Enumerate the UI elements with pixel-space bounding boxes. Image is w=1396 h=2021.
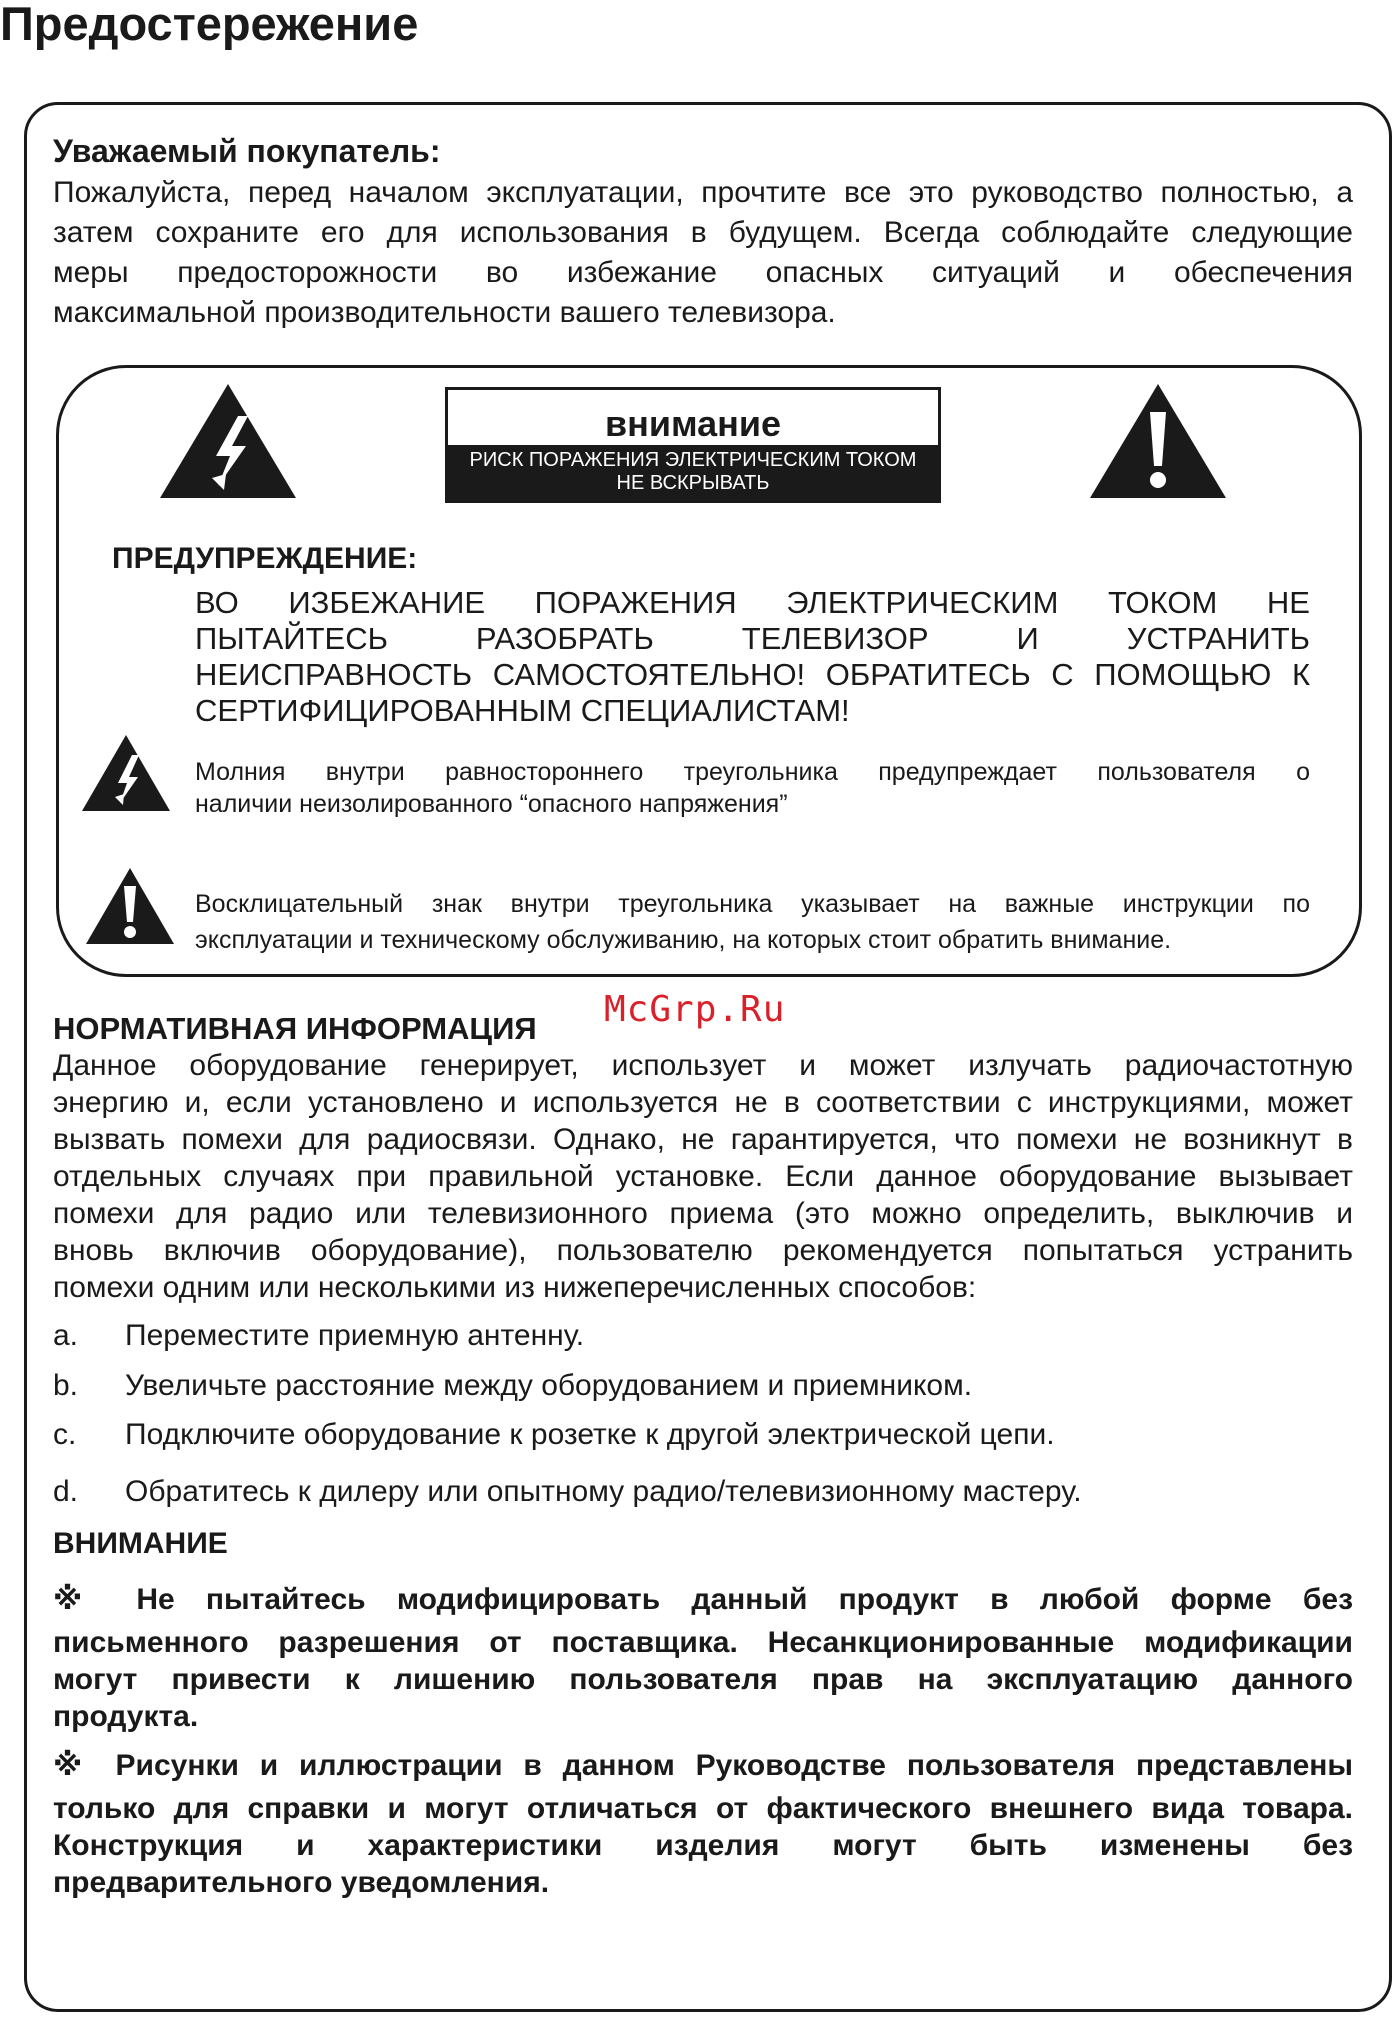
note-line: предварительного уведомления. [53, 1866, 550, 1899]
note-line: ※ Не пытайтесь модифицировать данный продукт в любой форме без [53, 1583, 1353, 1616]
intro-line: затем сохраните его для использования в будущем. Всегда соблюдайте следующие [53, 216, 1353, 249]
caution-label [445, 387, 941, 503]
caution-label-line: РИСК ПОРАЖЕНИЯ ЭЛЕКТРИЧЕСКИМ ТОКОМ [469, 449, 917, 471]
watermark: McGrp.Ru [604, 989, 786, 1030]
list-item: Обратитесь к дилеру или опытному радио/телевизионному мастеру. [125, 1475, 1082, 1508]
attention-heading: ВНИМАНИЕ [53, 1527, 228, 1560]
list-marker: a. [53, 1319, 79, 1352]
lightning-triangle-icon [158, 382, 298, 500]
intro-line: максимальной производительности вашего телевизора. [53, 296, 836, 329]
regulatory-line: вызвать помехи для радиосвязи. Однако, не гарантируется, что помехи не возникнут в [53, 1123, 1353, 1156]
regulatory-line: помехи для радио или телевизионного приема (это можно определить, выключив и [53, 1197, 1353, 1230]
regulatory-line: отдельных случаях при правильной установке. Если данное оборудование вызывает [53, 1160, 1353, 1193]
regulatory-line: Данное оборудование генерирует, использует и может излучать радиочастотную [53, 1049, 1353, 1082]
note-line: продукта. [53, 1700, 199, 1733]
lightning-triangle-icon [80, 733, 172, 813]
intro-line: меры предосторожности во избежание опасных ситуаций и обеспечения [53, 256, 1353, 289]
warning-line: ВО ИЗБЕЖАНИЕ ПОРАЖЕНИЯ ЭЛЕКТРИЧЕСКИМ ТОКОМ НЕ [195, 585, 1310, 620]
page-title: Предостережение [0, 0, 419, 50]
note-line: ※ Рисунки и иллюстрации в данном Руководстве пользователя представлены [53, 1749, 1353, 1782]
exclamation-triangle-icon [1088, 382, 1228, 500]
list-item: Увеличьте расстояние между оборудованием и приемником. [125, 1369, 973, 1402]
caution-label-band [448, 445, 938, 500]
lightning-description-line: Молния внутри равностороннего треугольника предупреждает пользователя о [195, 758, 1310, 786]
note-line: могут привести к лишению пользователя прав на эксплуатацию данного [53, 1663, 1353, 1696]
intro-paragraph [53, 173, 1353, 333]
regulatory-line: вновь включив оборудование), пользователю рекомендуется попытаться устранить [53, 1234, 1353, 1267]
regulatory-line: энергию и, если установлено и используется не в соответствии с инструкциями, может [53, 1086, 1353, 1119]
note-line: письменного разрешения от поставщика. Несанкционированные модификации [53, 1626, 1353, 1659]
caution-label-line: НЕ ВСКРЫВАТЬ [616, 472, 770, 494]
warning-line: НЕИСПРАВНОСТЬ САМОСТОЯТЕЛЬНО! ОБРАТИТЕСЬ С ПОМОЩЬЮ К [195, 657, 1310, 692]
regulatory-paragraph [53, 1047, 1353, 1306]
lightning-description-line: наличии неизолированного “опасного напряжения” [195, 790, 788, 818]
list-marker: c. [53, 1418, 77, 1451]
list-marker: b. [53, 1369, 79, 1402]
regulatory-line: помехи одним или несколькими из нижеперечисленных способов: [53, 1271, 977, 1304]
note-line: только для справки и могут отличаться от фактического внешнего вида товара. [53, 1792, 1353, 1825]
caution-label-title: внимание [604, 403, 782, 444]
exclamation-description-line: эксплуатации и техническому обслуживанию, на которых стоит обратить внимание. [195, 926, 1172, 954]
warning-line: ПЫТАЙТЕСЬ РАЗОБРАТЬ ТЕЛЕВИЗОР И УСТРАНИТЬ [195, 621, 1310, 656]
list-item: Подключите оборудование к розетке к другой электрической цепи. [125, 1418, 1055, 1451]
regulatory-heading: НОРМАТИВНАЯ ИНФОРМАЦИЯ [53, 1011, 537, 1046]
list-item: Переместите приемную антенну. [125, 1319, 585, 1352]
exclamation-triangle-icon [84, 866, 176, 946]
exclamation-description [195, 886, 1310, 958]
list-marker: d. [53, 1475, 79, 1508]
attention-note-modification [53, 1581, 1353, 1735]
lightning-description [195, 756, 1310, 820]
note-line: Конструкция и характеристики изделия могут быть изменены без [53, 1829, 1353, 1862]
warning-text [195, 585, 1310, 729]
warning-line: СЕРТИФИЦИРОВАННЫМ СПЕЦИАЛИСТАМ! [195, 693, 850, 728]
dear-customer-heading: Уважаемый покупатель: [53, 133, 441, 169]
exclamation-description-line: Восклицательный знак внутри треугольника указывает на важные инструкции по [195, 890, 1310, 918]
intro-line: Пожалуйста, перед началом эксплуатации, прочтите все это руководство полностью, а [53, 176, 1353, 209]
attention-note-illustrations [53, 1747, 1353, 1901]
warning-heading: ПРЕДУПРЕЖДЕНИЕ: [112, 542, 418, 575]
